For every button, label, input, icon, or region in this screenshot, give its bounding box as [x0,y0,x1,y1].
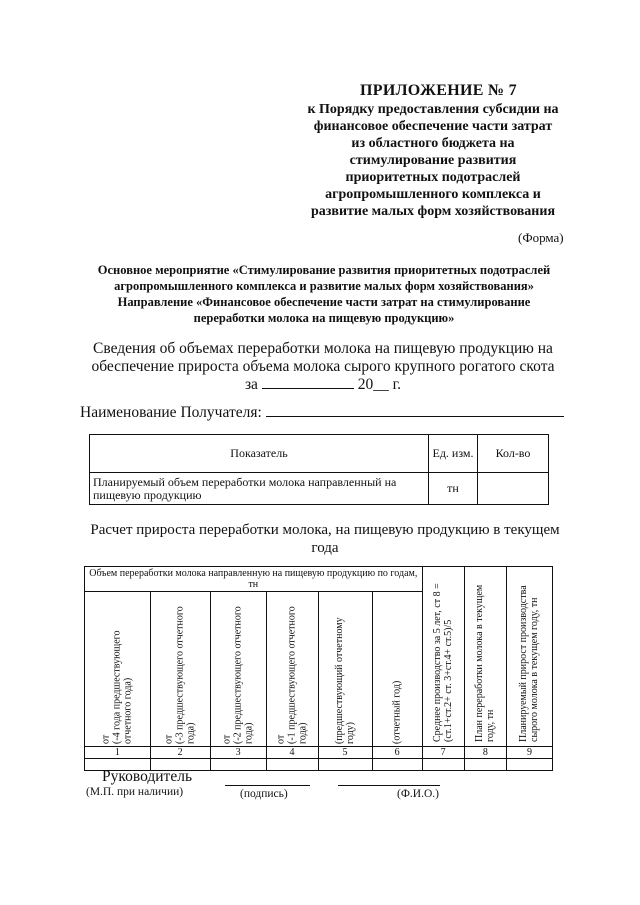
year-prefix: от [221,734,233,744]
year-prefix: от [100,734,112,744]
name-caption: (Ф.И.О.) [397,788,439,800]
info-line: обеспечение прироста объема молока сырого крупного рогатого скота [91,358,555,375]
year-header: (-1 предшествующего отчетного года) [286,606,309,744]
plan-header: План переработки молока в текущем году, тн [474,584,497,742]
subtitle-line: стимулирование развития [349,153,517,168]
unit-header: Ед. изм. [429,435,478,473]
year-header-cell [85,592,151,747]
period-line [88,376,558,394]
year-header: (отчетный год) [391,680,403,744]
period-prefix: за [244,376,258,393]
calc-title-line: года [311,540,339,556]
recipient-label: Наименование Получателя: [80,404,262,421]
event-line: агропромышленного комплекса и развитие малых форм хозяйствования» [114,279,534,293]
data-cell[interactable] [318,759,372,771]
column-number: 3 [210,747,266,759]
column-number: 6 [372,747,422,759]
subtitle-line: приоритетных подотраслей [345,170,521,185]
event-line: Основное мероприятие «Стимулирование развития приоритетных подотраслей [97,263,551,277]
year-header: (-2 предшествующего отчетного года) [232,606,255,744]
info-heading [88,340,558,394]
signature-role: Руководитель [102,768,193,785]
data-cell[interactable] [464,759,506,771]
year-header: (-4 года предшествующего отчетного года) [111,630,134,744]
subtitle-line: к Порядку предоставления субсидии на [307,102,559,117]
form-label: (Форма) [518,230,564,245]
year-header: (предшествующий отчетному году) [334,617,357,744]
data-cell[interactable] [266,759,318,771]
average-header-cell [422,567,464,747]
group-header: Объем переработки молока направленную на пищевую продукцию по годам, тн [85,567,423,592]
calc-title-line: Расчет прироста переработки молока, на пищевую продукцию в текущем [90,522,560,538]
column-number: 7 [422,747,464,759]
recipient-row [80,404,564,422]
recipient-blank[interactable] [266,416,564,417]
column-number: 2 [150,747,210,759]
signature-caption: (подпись) [240,788,288,800]
subtitle-line: агропромышленного комплекса и [325,187,541,202]
event-line: переработки молока на пищевую продукцию» [193,311,455,325]
indicator-header: Показатель [90,435,429,473]
appendix-title: ПРИЛОЖЕНИЕ № 7 [360,82,517,99]
plan-header-cell [464,567,506,747]
year-header-cell [210,592,266,747]
column-number: 4 [266,747,318,759]
year-header: (-3 предшествующего отчетного года) [174,606,197,744]
column-number: 1 [85,747,151,759]
year-prefix: от [275,734,287,744]
event-line: Направление «Финансовое обеспечение части затрат на стимулирование [117,295,531,309]
indicator-table [89,434,549,505]
average-header: Среднее производство за 5 лет, ст 8 = (ст.1+ст.2+ ст. 3+ст.4+ ст.5)/5 [432,582,455,742]
quantity-header: Кол-во [478,435,549,473]
subtitle-line: из областного бюджета на [351,136,515,151]
info-line: Сведения об объемах переработки молока на пищевую продукцию на [93,340,553,357]
year-header-cell [150,592,210,747]
indicator-cell: Планируемый объем переработки молока направленный на пищевую продукцию [90,473,429,505]
growth-header: Планируемый прирост производства сырого молока в текущем году, тн [518,584,541,742]
subtitle-line: финансовое обеспечение части затрат [313,119,553,134]
calc-title [80,521,570,557]
subtitle-line: развитие малых форм хозяйствования [310,204,556,219]
data-cell[interactable] [210,759,266,771]
year-prefix: от [163,734,175,744]
column-number: 8 [464,747,506,759]
year-header-cell [266,592,318,747]
unit-cell: тн [429,473,478,505]
period-year: 20__ г. [357,376,402,393]
year-header-cell [318,592,372,747]
period-blank[interactable] [262,388,354,389]
signature-field[interactable] [225,785,310,786]
appendix-subtitle [290,101,576,220]
column-number: 9 [506,747,552,759]
column-number: 5 [318,747,372,759]
growth-header-cell [506,567,552,747]
event-description [84,262,564,326]
calc-table [84,566,553,771]
data-cell[interactable] [372,759,422,771]
data-cell[interactable] [422,759,464,771]
data-cell[interactable] [506,759,552,771]
stamp-note: (М.П. при наличии) [86,786,184,798]
year-header-cell [372,592,422,747]
name-field[interactable] [338,785,440,786]
quantity-cell[interactable] [478,473,549,505]
